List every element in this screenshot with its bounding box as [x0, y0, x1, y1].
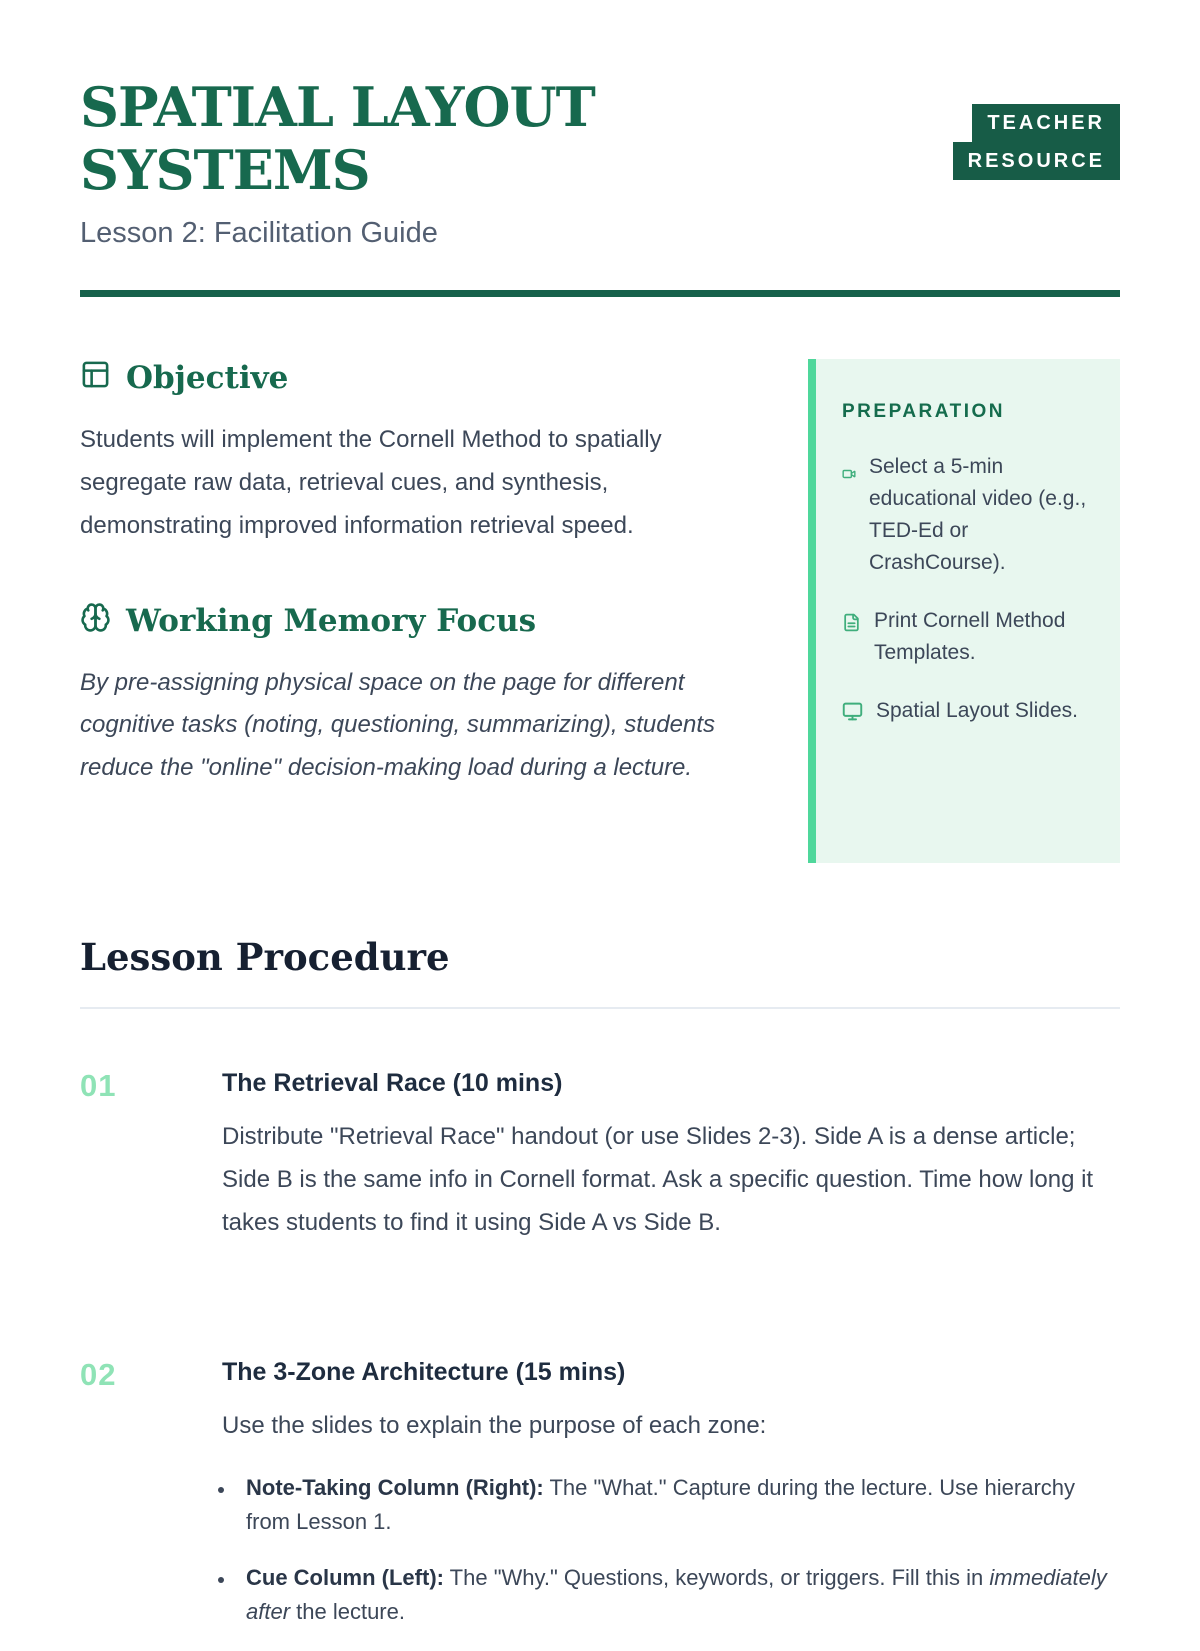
bullet-text: The "What." Capture during the lecture. Use hierarchy from Lesson 1.	[246, 1475, 1076, 1535]
bullet-italic-text: immediately after	[246, 1565, 1107, 1625]
procedure-step-1	[80, 1067, 1120, 1268]
working-memory-heading-label: Working Memory Focus	[126, 602, 537, 639]
preparation-panel	[808, 359, 1120, 863]
step-bullet-list	[236, 1471, 1120, 1629]
objective-heading-label: Objective	[126, 360, 289, 397]
step-title: The 3-Zone Architecture (15 mins)	[222, 1358, 626, 1387]
video-icon	[842, 459, 856, 579]
prep-item-text: Select a 5-min educational video (e.g., TED-Ed or CrashCourse).	[869, 455, 1087, 574]
list-item	[842, 605, 1094, 669]
working-memory-heading	[80, 602, 740, 640]
lesson-procedure-heading: Lesson Procedure	[80, 935, 450, 980]
bullet-after-text: the lecture.	[290, 1599, 405, 1625]
step-body: Distribute "Retrieval Race" handout (or use Slides 2-3). Side A is a dense article; Side B is the same info in Cornell format. Ask a specific question. Time how long it takes students to find it using Side A vs Side B.	[222, 1122, 1094, 1237]
procedure-step-2	[80, 1356, 1120, 1651]
list-item	[236, 1561, 1120, 1629]
step-content	[222, 1356, 1120, 1651]
intro-right-column	[808, 359, 1120, 863]
step-number: 02	[80, 1357, 117, 1393]
bullet-lead: Cue Column (Left):	[246, 1565, 444, 1591]
document-header	[80, 0, 1120, 297]
objective-heading	[80, 359, 740, 397]
list-item	[842, 695, 1094, 732]
objective-body: Students will implement the Cornell Method to spatially segregate raw data, retrieval cues, and synthesis, demonstrating improved information retrieval speed.	[80, 426, 662, 539]
procedure-divider	[80, 1007, 1120, 1009]
list-item	[236, 1471, 1120, 1539]
bullet-text: The "Why." Questions, keywords, or triggers. Fill this in	[443, 1565, 990, 1591]
step-content	[222, 1067, 1120, 1268]
step-number: 01	[80, 1068, 117, 1104]
page-subtitle: Lesson 2: Facilitation Guide	[80, 217, 438, 250]
header-divider	[80, 290, 1120, 297]
step-title: The Retrieval Race (10 mins)	[222, 1069, 563, 1098]
bullet-lead: Note-Taking Column (Right):	[246, 1475, 544, 1500]
intro-left-column	[80, 359, 740, 863]
intro-columns	[80, 359, 1120, 863]
monitor-icon	[842, 700, 863, 732]
brain-icon	[80, 602, 111, 640]
preparation-list	[842, 451, 1094, 731]
step-body: Use the slides to explain the purpose of each zone:	[222, 1411, 767, 1439]
working-memory-body: By pre-assigning physical space on the page for different cognitive tasks (noting, questioning, summarizing), students reduce the "online" decision-making load during a lecture.	[80, 668, 715, 782]
badge-line-resource: RESOURCE	[953, 142, 1120, 180]
list-item	[842, 451, 1094, 579]
file-icon	[842, 610, 861, 669]
prep-item-text: Print Cornell Method Templates.	[874, 608, 1066, 664]
page-title: SPATIAL LAYOUT SYSTEMS	[80, 75, 595, 202]
teacher-resource-badge	[953, 104, 1120, 180]
badge-line-teacher: TEACHER	[972, 104, 1120, 142]
lesson-procedure-section	[80, 935, 1120, 1651]
preparation-heading: PREPARATION	[842, 401, 1005, 423]
layout-panels-icon	[80, 359, 111, 397]
prep-item-text: Spatial Layout Slides.	[876, 698, 1078, 722]
